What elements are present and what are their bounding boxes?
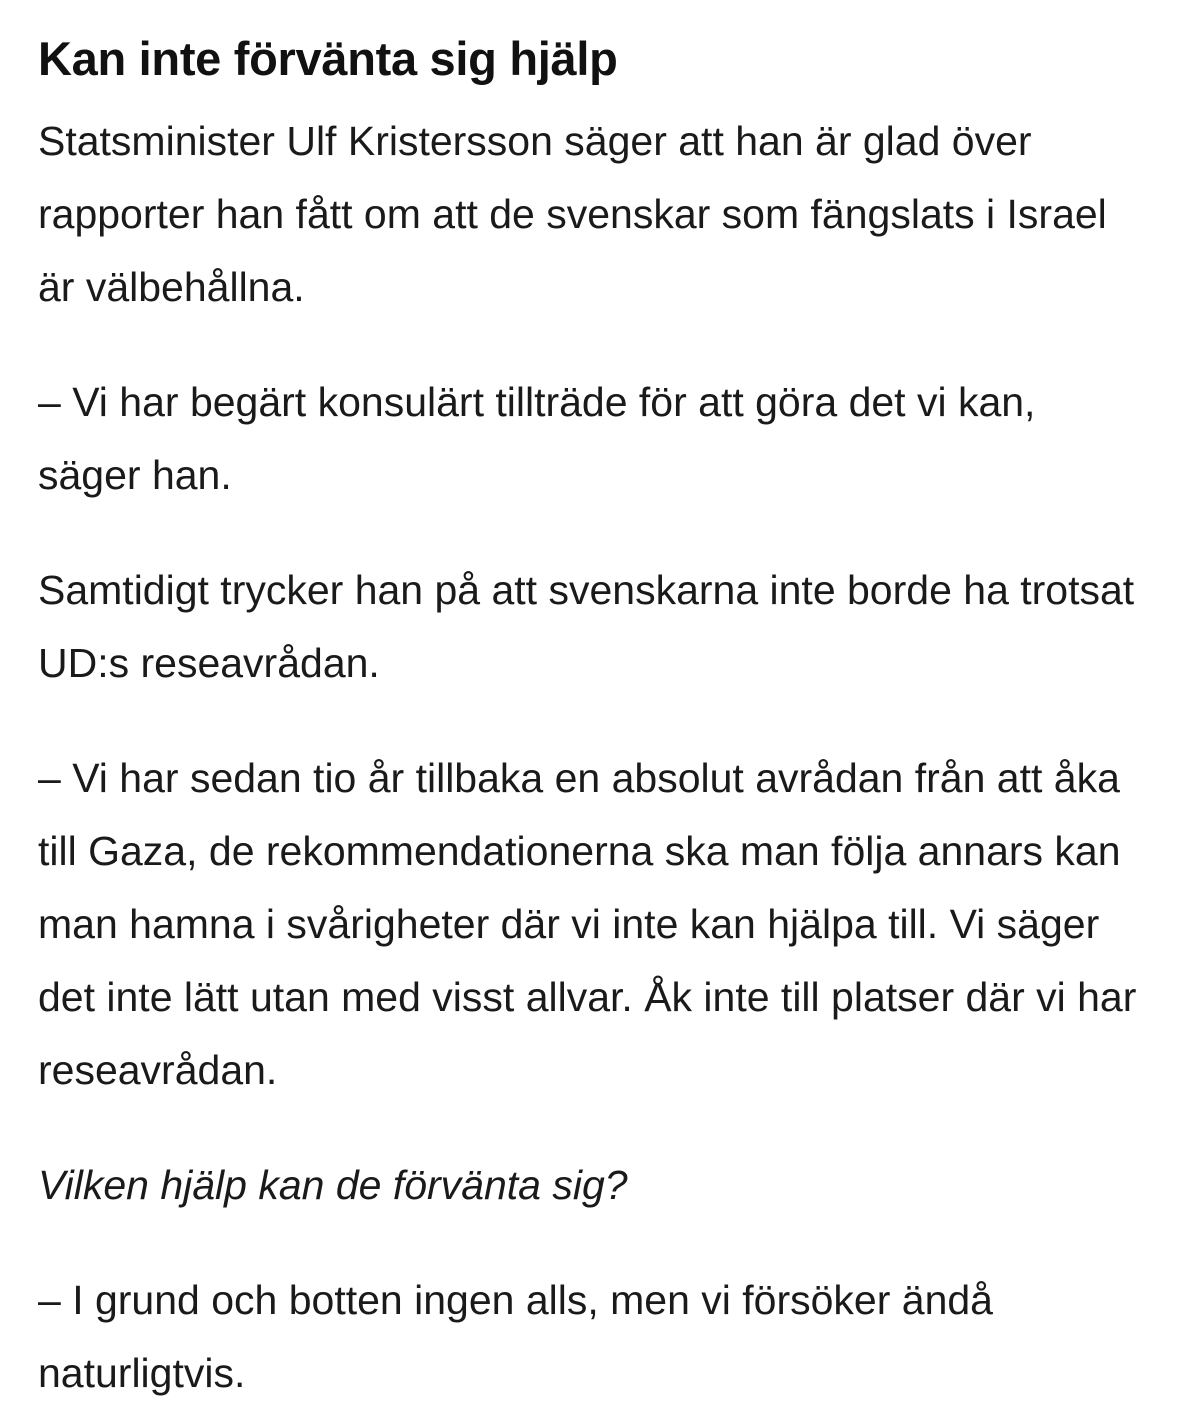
paragraph-2: – Vi har begärt konsulärt tillträde för att göra det vi kan, säger han. <box>38 379 1036 498</box>
paragraph-1: Statsminister Ulf Kristersson säger att han är glad över rapporter han fått om att de svenskar som fängslats i Israel är välbehållna. <box>38 118 1107 310</box>
interview-question: Vilken hjälp kan de förvänta sig? <box>38 1162 628 1208</box>
paragraph-3: Samtidigt trycker han på att svenskarna inte borde ha trotsat UD:s reseavrådan. <box>38 567 1135 686</box>
article-heading: Kan inte förvänta sig hjälp <box>38 32 618 85</box>
paragraph-4: – Vi har sedan tio år tillbaka en absolut avrådan från att åka till Gaza, de rekommendationerna ska man följa annars kan man hamna i svårigheter där vi inte kan hjälpa till. Vi säger det inte lätt utan med visst allvar. Åk inte till platser där vi har reseavrådan. <box>38 755 1137 1093</box>
paragraph-6: – I grund och botten ingen alls, men vi försöker ändå naturligtvis. <box>38 1277 993 1396</box>
